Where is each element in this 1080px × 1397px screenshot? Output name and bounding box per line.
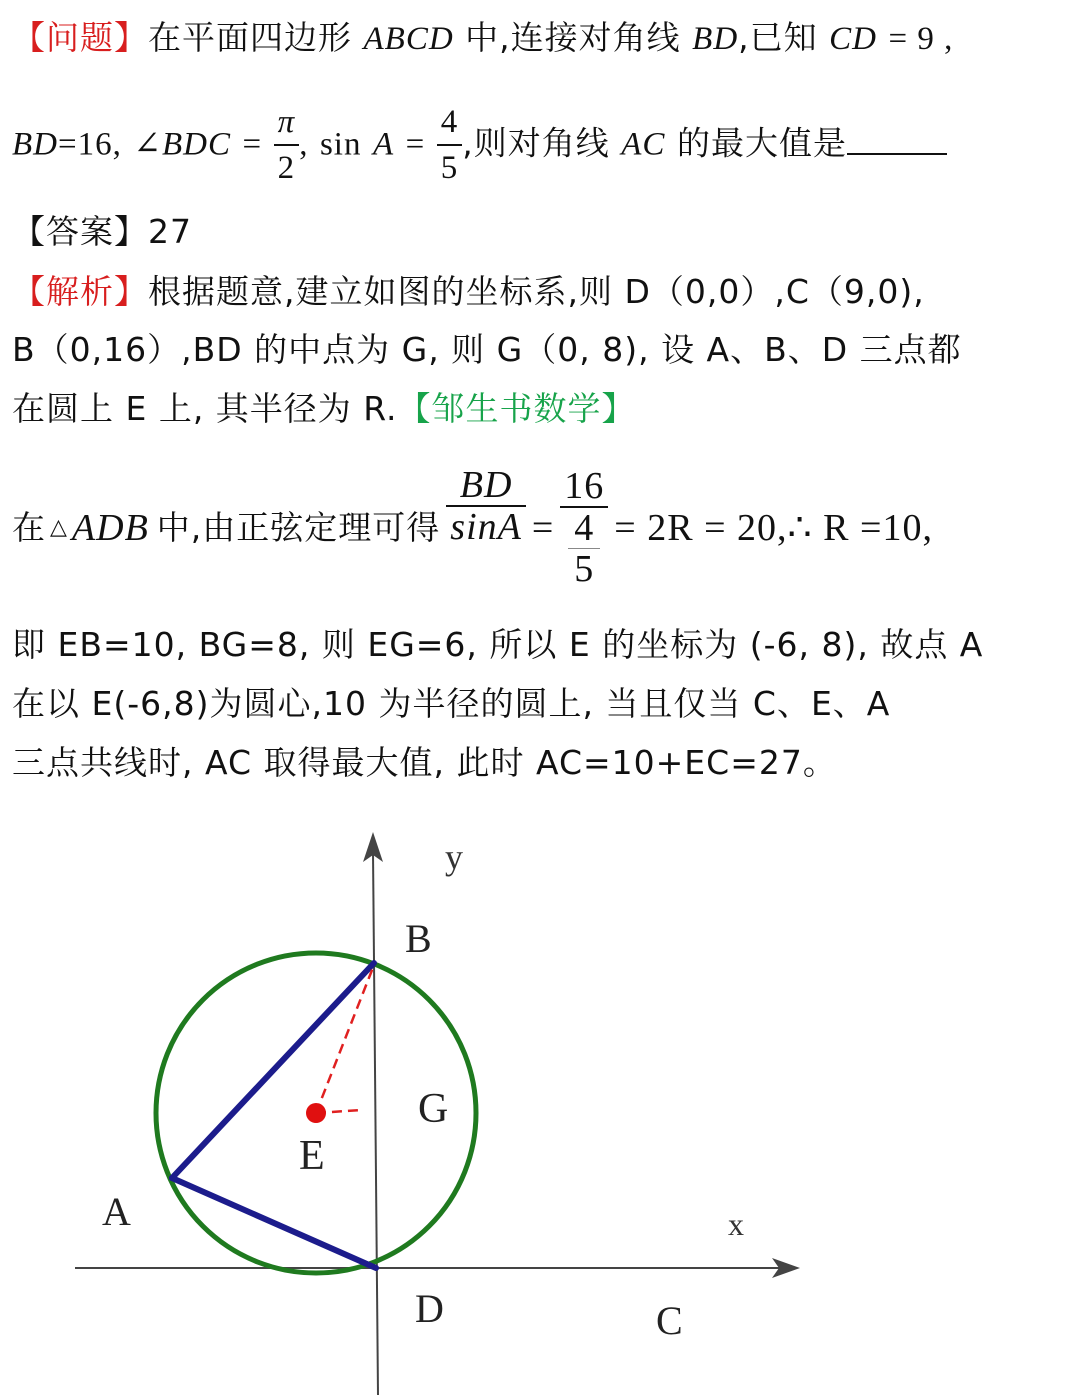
label-b: B bbox=[405, 916, 432, 961]
problem-line-2: BD=16, ∠BDC = $\frac{\pi}{2}$ , sin A = $\frac{4}{5}$ ,则对角线 AC 的最大值是 bbox=[12, 100, 947, 190]
analysis-line-4: 在 △ ADB 中,由正弦定理可得 $\frac{BD}{\sin A}$ = 16 4 5 = 2R = 20,∴ R =10, bbox=[12, 463, 933, 590]
fraction-bd-over-sina: $\frac{BD}{\sin A}$ bbox=[446, 465, 526, 547]
answer-tag: 【答案】 bbox=[12, 212, 148, 251]
analysis-line-5: 即 EB=10, BG=8, 则 EG=6, 所以 E 的坐标为 (-6, 8), 故点 A bbox=[12, 625, 984, 664]
analysis-line-1: 【解析】根据题意,建立如图的坐标系,则 D（0,0）,C（9,0), bbox=[12, 272, 925, 311]
problem-tag: 【问题】 bbox=[12, 18, 148, 57]
analysis-line-6: 在以 E(-6,8)为圆心,10 为半径的圆上, 当且仅当 C、E、A bbox=[12, 684, 891, 723]
label-g: G bbox=[418, 1086, 449, 1132]
y-axis bbox=[373, 852, 378, 1395]
answer-blank bbox=[847, 123, 947, 155]
fraction-pi-over-2: $\frac{\pi}{2}$ bbox=[274, 100, 300, 190]
brand-tag: 【邹生书数学】 bbox=[397, 389, 636, 428]
label-c: C bbox=[656, 1298, 683, 1343]
answer-line bbox=[12, 212, 192, 252]
answer-value: 27 bbox=[148, 212, 192, 251]
analysis-line-7: 三点共线时, AC 取得最大值, 此时 AC=10+EC=27。 bbox=[12, 743, 837, 782]
dashed-eb bbox=[316, 965, 374, 1113]
analysis-line-3: 在圆上 E 上, 其半径为 R.【邹生书数学】 bbox=[12, 389, 636, 428]
label-y: y bbox=[445, 837, 463, 877]
angle-bdc: ∠BDC bbox=[133, 126, 232, 163]
label-a: A bbox=[102, 1189, 131, 1234]
analysis-line-2: B（0,16）,BD 的中点为 G, 则 G（0, 8), 设 A、B、D 三点都 bbox=[12, 330, 962, 369]
label-e: E bbox=[299, 1133, 325, 1179]
analysis-tag: 【解析】 bbox=[12, 272, 148, 311]
geometry-figure bbox=[0, 807, 1080, 1397]
label-x: x bbox=[728, 1206, 744, 1242]
label-d: D bbox=[415, 1286, 444, 1331]
center-point-e bbox=[306, 1103, 326, 1123]
problem-line-1: 【问题】在平面四边形 ABCD 中,连接对角线 BD,已知 CD = 9 , bbox=[12, 18, 954, 57]
segment-ab bbox=[172, 963, 374, 1178]
fraction-16-over-4-5: 16 4 5 bbox=[560, 466, 608, 589]
fraction-4-over-5: $\frac{4}{5}$ bbox=[437, 100, 463, 190]
